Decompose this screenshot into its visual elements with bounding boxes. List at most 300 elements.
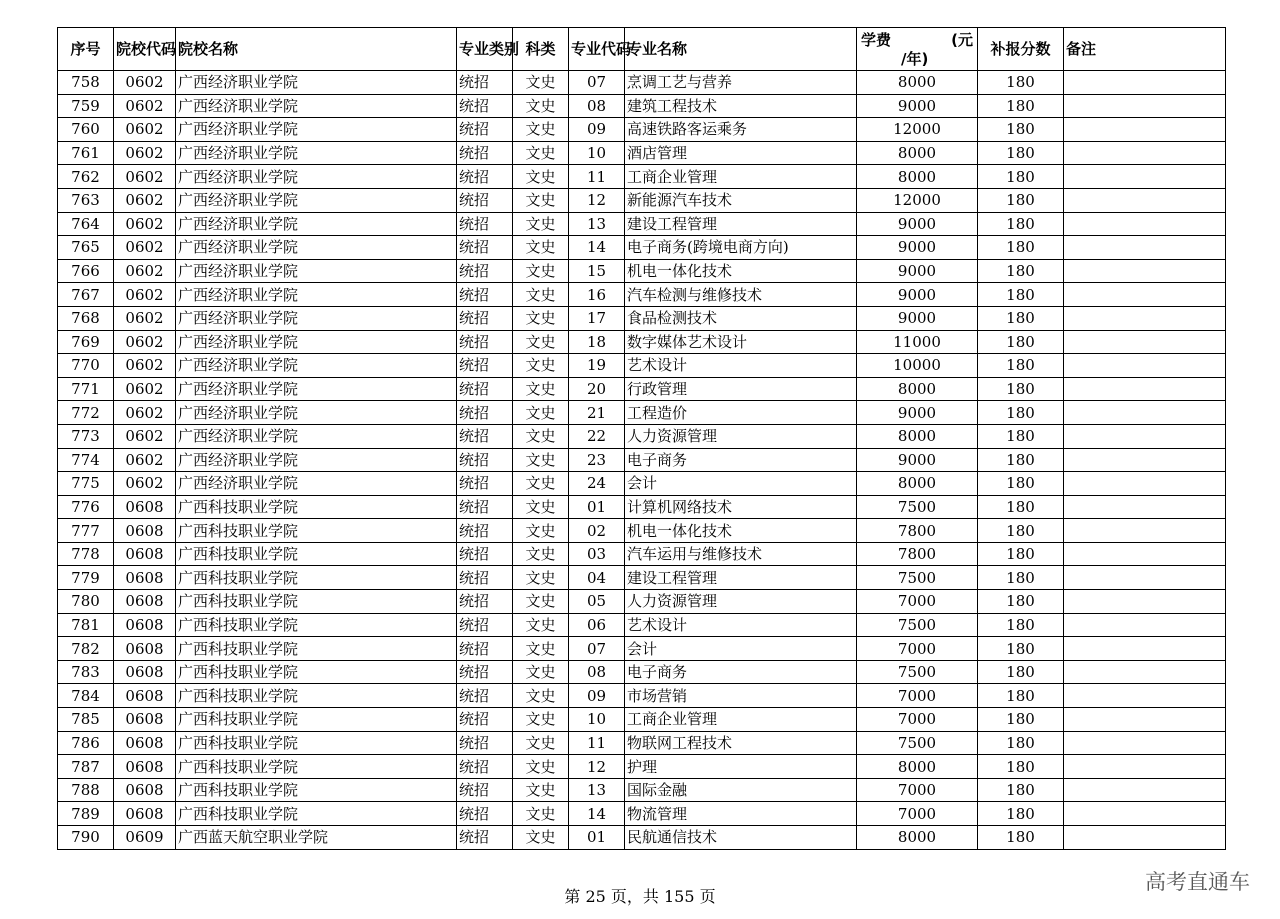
cell-score: 180 <box>978 165 1064 189</box>
cell-school-code: 0602 <box>114 424 176 448</box>
cell-school-name: 广西科技职业学院 <box>176 590 457 614</box>
cell-major-code: 11 <box>569 731 625 755</box>
cell-school-code: 0602 <box>114 141 176 165</box>
cell-major-name: 电子商务 <box>625 660 857 684</box>
cell-score: 180 <box>978 141 1064 165</box>
cell-major-category: 统招 <box>457 118 513 142</box>
cell-major-code: 04 <box>569 566 625 590</box>
cell-remark <box>1064 188 1226 212</box>
cell-major-name: 护理 <box>625 755 857 779</box>
cell-subject: 文史 <box>513 71 569 95</box>
cell-school-code: 0602 <box>114 259 176 283</box>
cell-subject: 文史 <box>513 590 569 614</box>
cell-major-category: 统招 <box>457 590 513 614</box>
cell-subject: 文史 <box>513 826 569 850</box>
cell-school-name: 广西经济职业学院 <box>176 94 457 118</box>
header-fee-label: 学费 <box>861 31 892 49</box>
cell-index: 763 <box>58 188 114 212</box>
cell-major-category: 统招 <box>457 377 513 401</box>
cell-fee: 7500 <box>857 731 978 755</box>
cell-fee: 8000 <box>857 826 978 850</box>
cell-major-code: 06 <box>569 613 625 637</box>
cell-school-name: 广西科技职业学院 <box>176 660 457 684</box>
cell-major-code: 08 <box>569 94 625 118</box>
cell-subject: 文史 <box>513 755 569 779</box>
cell-fee: 7500 <box>857 495 978 519</box>
cell-school-code: 0608 <box>114 778 176 802</box>
header-school-name: 院校名称 <box>176 28 457 71</box>
cell-index: 773 <box>58 424 114 448</box>
cell-fee: 9000 <box>857 236 978 260</box>
cell-remark <box>1064 94 1226 118</box>
table-row <box>58 708 1226 732</box>
cell-major-category: 统招 <box>457 566 513 590</box>
cell-school-name: 广西科技职业学院 <box>176 802 457 826</box>
cell-school-code: 0602 <box>114 330 176 354</box>
cell-major-code: 10 <box>569 708 625 732</box>
cell-school-code: 0602 <box>114 472 176 496</box>
cell-remark <box>1064 377 1226 401</box>
header-major-code: 专业代码 <box>569 28 625 71</box>
cell-fee: 9000 <box>857 448 978 472</box>
cell-remark <box>1064 731 1226 755</box>
cell-major-category: 统招 <box>457 472 513 496</box>
cell-school-code: 0608 <box>114 590 176 614</box>
header-fee-unit-year: /年) <box>901 50 929 68</box>
cell-major-category: 统招 <box>457 94 513 118</box>
cell-fee: 12000 <box>857 118 978 142</box>
cell-major-name: 烹调工艺与营养 <box>625 71 857 95</box>
cell-school-code: 0608 <box>114 660 176 684</box>
cell-score: 180 <box>978 94 1064 118</box>
cell-remark <box>1064 826 1226 850</box>
cell-school-name: 广西经济职业学院 <box>176 141 457 165</box>
cell-school-code: 0608 <box>114 802 176 826</box>
cell-major-category: 统招 <box>457 637 513 661</box>
header-fee-unit: (元 <box>951 31 973 49</box>
cell-remark <box>1064 306 1226 330</box>
cell-subject: 文史 <box>513 778 569 802</box>
cell-index: 766 <box>58 259 114 283</box>
cell-subject: 文史 <box>513 165 569 189</box>
cell-index: 774 <box>58 448 114 472</box>
cell-remark <box>1064 684 1226 708</box>
cell-major-name: 国际金融 <box>625 778 857 802</box>
cell-remark <box>1064 354 1226 378</box>
cell-major-name: 市场营销 <box>625 684 857 708</box>
cell-major-code: 20 <box>569 377 625 401</box>
cell-score: 180 <box>978 495 1064 519</box>
cell-major-name: 会计 <box>625 637 857 661</box>
table-row <box>58 472 1226 496</box>
cell-major-category: 统招 <box>457 306 513 330</box>
cell-major-name: 工商企业管理 <box>625 708 857 732</box>
cell-subject: 文史 <box>513 212 569 236</box>
table-row <box>58 71 1226 95</box>
cell-remark <box>1064 660 1226 684</box>
cell-school-name: 广西科技职业学院 <box>176 613 457 637</box>
cell-subject: 文史 <box>513 118 569 142</box>
cell-remark <box>1064 778 1226 802</box>
cell-school-name: 广西科技职业学院 <box>176 542 457 566</box>
cell-major-code: 07 <box>569 71 625 95</box>
cell-fee: 7000 <box>857 637 978 661</box>
cell-school-name: 广西科技职业学院 <box>176 566 457 590</box>
cell-major-code: 21 <box>569 401 625 425</box>
cell-index: 764 <box>58 212 114 236</box>
cell-subject: 文史 <box>513 306 569 330</box>
cell-subject: 文史 <box>513 566 569 590</box>
cell-score: 180 <box>978 236 1064 260</box>
cell-index: 777 <box>58 519 114 543</box>
cell-score: 180 <box>978 684 1064 708</box>
cell-subject: 文史 <box>513 94 569 118</box>
cell-index: 771 <box>58 377 114 401</box>
cell-school-name: 广西科技职业学院 <box>176 755 457 779</box>
cell-school-code: 0608 <box>114 708 176 732</box>
admission-table <box>57 27 1226 850</box>
cell-index: 775 <box>58 472 114 496</box>
cell-major-category: 统招 <box>457 613 513 637</box>
cell-fee: 7000 <box>857 590 978 614</box>
cell-remark <box>1064 472 1226 496</box>
cell-major-name: 电子商务 <box>625 448 857 472</box>
cell-school-code: 0609 <box>114 826 176 850</box>
cell-remark <box>1064 424 1226 448</box>
cell-major-name: 机电一体化技术 <box>625 519 857 543</box>
cell-major-code: 15 <box>569 259 625 283</box>
cell-score: 180 <box>978 401 1064 425</box>
cell-school-name: 广西经济职业学院 <box>176 354 457 378</box>
cell-school-name: 广西经济职业学院 <box>176 118 457 142</box>
cell-major-code: 13 <box>569 778 625 802</box>
cell-school-name: 广西经济职业学院 <box>176 330 457 354</box>
cell-index: 779 <box>58 566 114 590</box>
cell-remark <box>1064 613 1226 637</box>
cell-school-code: 0602 <box>114 71 176 95</box>
cell-school-code: 0608 <box>114 542 176 566</box>
cell-index: 785 <box>58 708 114 732</box>
cell-index: 788 <box>58 778 114 802</box>
cell-major-code: 13 <box>569 212 625 236</box>
cell-major-name: 人力资源管理 <box>625 590 857 614</box>
cell-major-category: 统招 <box>457 188 513 212</box>
cell-subject: 文史 <box>513 448 569 472</box>
header-score: 补报分数 <box>978 28 1064 71</box>
cell-index: 769 <box>58 330 114 354</box>
cell-subject: 文史 <box>513 377 569 401</box>
cell-remark <box>1064 165 1226 189</box>
cell-subject: 文史 <box>513 141 569 165</box>
cell-major-code: 05 <box>569 590 625 614</box>
cell-index: 759 <box>58 94 114 118</box>
cell-index: 784 <box>58 684 114 708</box>
cell-major-category: 统招 <box>457 448 513 472</box>
cell-fee: 8000 <box>857 472 978 496</box>
cell-score: 180 <box>978 118 1064 142</box>
table-row <box>58 637 1226 661</box>
table-row <box>58 542 1226 566</box>
cell-major-code: 07 <box>569 637 625 661</box>
cell-school-code: 0602 <box>114 448 176 472</box>
cell-major-name: 艺术设计 <box>625 354 857 378</box>
cell-remark <box>1064 212 1226 236</box>
cell-school-name: 广西经济职业学院 <box>176 236 457 260</box>
cell-major-category: 统招 <box>457 519 513 543</box>
cell-school-code: 0608 <box>114 613 176 637</box>
page-number: 第 25 页，共 155 页 <box>564 887 716 906</box>
table-row <box>58 519 1226 543</box>
cell-major-category: 统招 <box>457 283 513 307</box>
cell-major-code: 11 <box>569 165 625 189</box>
cell-major-category: 统招 <box>457 401 513 425</box>
cell-fee: 8000 <box>857 141 978 165</box>
cell-major-category: 统招 <box>457 495 513 519</box>
cell-school-code: 0602 <box>114 236 176 260</box>
cell-major-name: 数字媒体艺术设计 <box>625 330 857 354</box>
cell-school-name: 广西蓝天航空职业学院 <box>176 826 457 850</box>
cell-major-category: 统招 <box>457 71 513 95</box>
cell-remark <box>1064 401 1226 425</box>
cell-major-name: 酒店管理 <box>625 141 857 165</box>
header-major-category: 专业类别 <box>457 28 513 71</box>
cell-major-category: 统招 <box>457 330 513 354</box>
cell-major-name: 建设工程管理 <box>625 212 857 236</box>
cell-fee: 9000 <box>857 259 978 283</box>
cell-fee: 12000 <box>857 188 978 212</box>
cell-major-category: 统招 <box>457 236 513 260</box>
cell-major-name: 汽车检测与维修技术 <box>625 283 857 307</box>
cell-school-name: 广西科技职业学院 <box>176 731 457 755</box>
cell-school-code: 0608 <box>114 755 176 779</box>
cell-remark <box>1064 448 1226 472</box>
cell-school-name: 广西经济职业学院 <box>176 448 457 472</box>
cell-remark <box>1064 71 1226 95</box>
table-row <box>58 236 1226 260</box>
cell-fee: 7800 <box>857 542 978 566</box>
cell-school-name: 广西经济职业学院 <box>176 283 457 307</box>
cell-school-code: 0602 <box>114 212 176 236</box>
cell-fee: 7000 <box>857 684 978 708</box>
cell-school-code: 0602 <box>114 306 176 330</box>
cell-fee: 7000 <box>857 708 978 732</box>
cell-school-name: 广西经济职业学院 <box>176 306 457 330</box>
table-row <box>58 188 1226 212</box>
watermark-text: 高考直通车 <box>1145 870 1250 894</box>
cell-school-code: 0602 <box>114 401 176 425</box>
cell-school-code: 0602 <box>114 165 176 189</box>
cell-major-code: 17 <box>569 306 625 330</box>
cell-major-name: 物联网工程技术 <box>625 731 857 755</box>
cell-index: 762 <box>58 165 114 189</box>
cell-score: 180 <box>978 188 1064 212</box>
cell-fee: 8000 <box>857 424 978 448</box>
cell-major-name: 建筑工程技术 <box>625 94 857 118</box>
cell-index: 778 <box>58 542 114 566</box>
cell-index: 767 <box>58 283 114 307</box>
cell-score: 180 <box>978 448 1064 472</box>
cell-subject: 文史 <box>513 401 569 425</box>
cell-remark <box>1064 283 1226 307</box>
table-row <box>58 731 1226 755</box>
table-row <box>58 94 1226 118</box>
cell-fee: 9000 <box>857 401 978 425</box>
cell-major-category: 统招 <box>457 755 513 779</box>
cell-major-code: 14 <box>569 236 625 260</box>
cell-school-code: 0608 <box>114 684 176 708</box>
cell-major-name: 汽车运用与维修技术 <box>625 542 857 566</box>
cell-index: 782 <box>58 637 114 661</box>
table-row <box>58 684 1226 708</box>
cell-remark <box>1064 259 1226 283</box>
cell-subject: 文史 <box>513 424 569 448</box>
cell-score: 180 <box>978 519 1064 543</box>
cell-fee: 7000 <box>857 802 978 826</box>
table-row <box>58 802 1226 826</box>
cell-score: 180 <box>978 802 1064 826</box>
table-row <box>58 165 1226 189</box>
cell-major-code: 16 <box>569 283 625 307</box>
cell-school-name: 广西科技职业学院 <box>176 778 457 802</box>
cell-school-name: 广西科技职业学院 <box>176 684 457 708</box>
cell-remark <box>1064 118 1226 142</box>
cell-major-name: 食品检测技术 <box>625 306 857 330</box>
cell-fee: 9000 <box>857 283 978 307</box>
cell-fee: 9000 <box>857 212 978 236</box>
cell-major-code: 19 <box>569 354 625 378</box>
cell-index: 776 <box>58 495 114 519</box>
table-row <box>58 354 1226 378</box>
cell-major-category: 统招 <box>457 660 513 684</box>
header-major-name: 专业名称 <box>625 28 857 71</box>
cell-major-name: 高速铁路客运乘务 <box>625 118 857 142</box>
cell-score: 180 <box>978 708 1064 732</box>
cell-school-name: 广西科技职业学院 <box>176 708 457 732</box>
table-row <box>58 566 1226 590</box>
cell-fee: 9000 <box>857 94 978 118</box>
cell-major-code: 01 <box>569 495 625 519</box>
cell-remark <box>1064 495 1226 519</box>
cell-fee: 10000 <box>857 354 978 378</box>
cell-subject: 文史 <box>513 613 569 637</box>
cell-remark <box>1064 590 1226 614</box>
cell-major-name: 新能源汽车技术 <box>625 188 857 212</box>
cell-index: 768 <box>58 306 114 330</box>
cell-remark <box>1064 542 1226 566</box>
cell-score: 180 <box>978 566 1064 590</box>
table-row <box>58 330 1226 354</box>
cell-major-category: 统招 <box>457 424 513 448</box>
cell-school-code: 0602 <box>114 377 176 401</box>
cell-subject: 文史 <box>513 708 569 732</box>
table-body <box>58 71 1226 850</box>
cell-school-code: 0602 <box>114 188 176 212</box>
header-row <box>58 28 1226 71</box>
cell-score: 180 <box>978 377 1064 401</box>
table-row <box>58 212 1226 236</box>
cell-major-code: 01 <box>569 826 625 850</box>
cell-index: 760 <box>58 118 114 142</box>
cell-school-code: 0608 <box>114 495 176 519</box>
cell-major-name: 人力资源管理 <box>625 424 857 448</box>
table-row <box>58 306 1226 330</box>
cell-score: 180 <box>978 472 1064 496</box>
cell-remark <box>1064 141 1226 165</box>
cell-remark <box>1064 330 1226 354</box>
table-row <box>58 590 1226 614</box>
cell-score: 180 <box>978 424 1064 448</box>
cell-major-name: 建设工程管理 <box>625 566 857 590</box>
cell-school-name: 广西科技职业学院 <box>176 637 457 661</box>
cell-major-code: 03 <box>569 542 625 566</box>
cell-major-code: 08 <box>569 660 625 684</box>
cell-major-name: 机电一体化技术 <box>625 259 857 283</box>
cell-major-category: 统招 <box>457 826 513 850</box>
cell-index: 786 <box>58 731 114 755</box>
cell-subject: 文史 <box>513 519 569 543</box>
cell-subject: 文史 <box>513 472 569 496</box>
header-subject: 科类 <box>513 28 569 71</box>
cell-subject: 文史 <box>513 188 569 212</box>
cell-school-name: 广西经济职业学院 <box>176 71 457 95</box>
cell-major-code: 24 <box>569 472 625 496</box>
cell-index: 789 <box>58 802 114 826</box>
table-row <box>58 283 1226 307</box>
cell-major-name: 计算机网络技术 <box>625 495 857 519</box>
table-row <box>58 495 1226 519</box>
cell-subject: 文史 <box>513 236 569 260</box>
cell-index: 770 <box>58 354 114 378</box>
cell-major-code: 02 <box>569 519 625 543</box>
cell-school-code: 0602 <box>114 283 176 307</box>
cell-subject: 文史 <box>513 684 569 708</box>
cell-subject: 文史 <box>513 495 569 519</box>
cell-index: 761 <box>58 141 114 165</box>
table-row <box>58 778 1226 802</box>
table-row <box>58 755 1226 779</box>
cell-major-category: 统招 <box>457 708 513 732</box>
cell-remark <box>1064 236 1226 260</box>
cell-score: 180 <box>978 330 1064 354</box>
table-row <box>58 259 1226 283</box>
cell-major-category: 统招 <box>457 684 513 708</box>
cell-subject: 文史 <box>513 283 569 307</box>
cell-index: 783 <box>58 660 114 684</box>
cell-score: 180 <box>978 660 1064 684</box>
cell-major-code: 18 <box>569 330 625 354</box>
cell-subject: 文史 <box>513 330 569 354</box>
cell-school-name: 广西经济职业学院 <box>176 259 457 283</box>
cell-school-name: 广西科技职业学院 <box>176 519 457 543</box>
cell-major-name: 物流管理 <box>625 802 857 826</box>
table-row <box>58 660 1226 684</box>
cell-major-code: 09 <box>569 684 625 708</box>
table-row <box>58 448 1226 472</box>
cell-fee: 7500 <box>857 660 978 684</box>
cell-fee: 8000 <box>857 377 978 401</box>
cell-index: 787 <box>58 755 114 779</box>
cell-school-name: 广西经济职业学院 <box>176 401 457 425</box>
cell-fee: 9000 <box>857 306 978 330</box>
cell-remark <box>1064 708 1226 732</box>
cell-fee: 8000 <box>857 755 978 779</box>
cell-major-category: 统招 <box>457 802 513 826</box>
cell-school-code: 0608 <box>114 637 176 661</box>
cell-index: 772 <box>58 401 114 425</box>
cell-school-name: 广西经济职业学院 <box>176 377 457 401</box>
table-row <box>58 141 1226 165</box>
cell-major-name: 艺术设计 <box>625 613 857 637</box>
